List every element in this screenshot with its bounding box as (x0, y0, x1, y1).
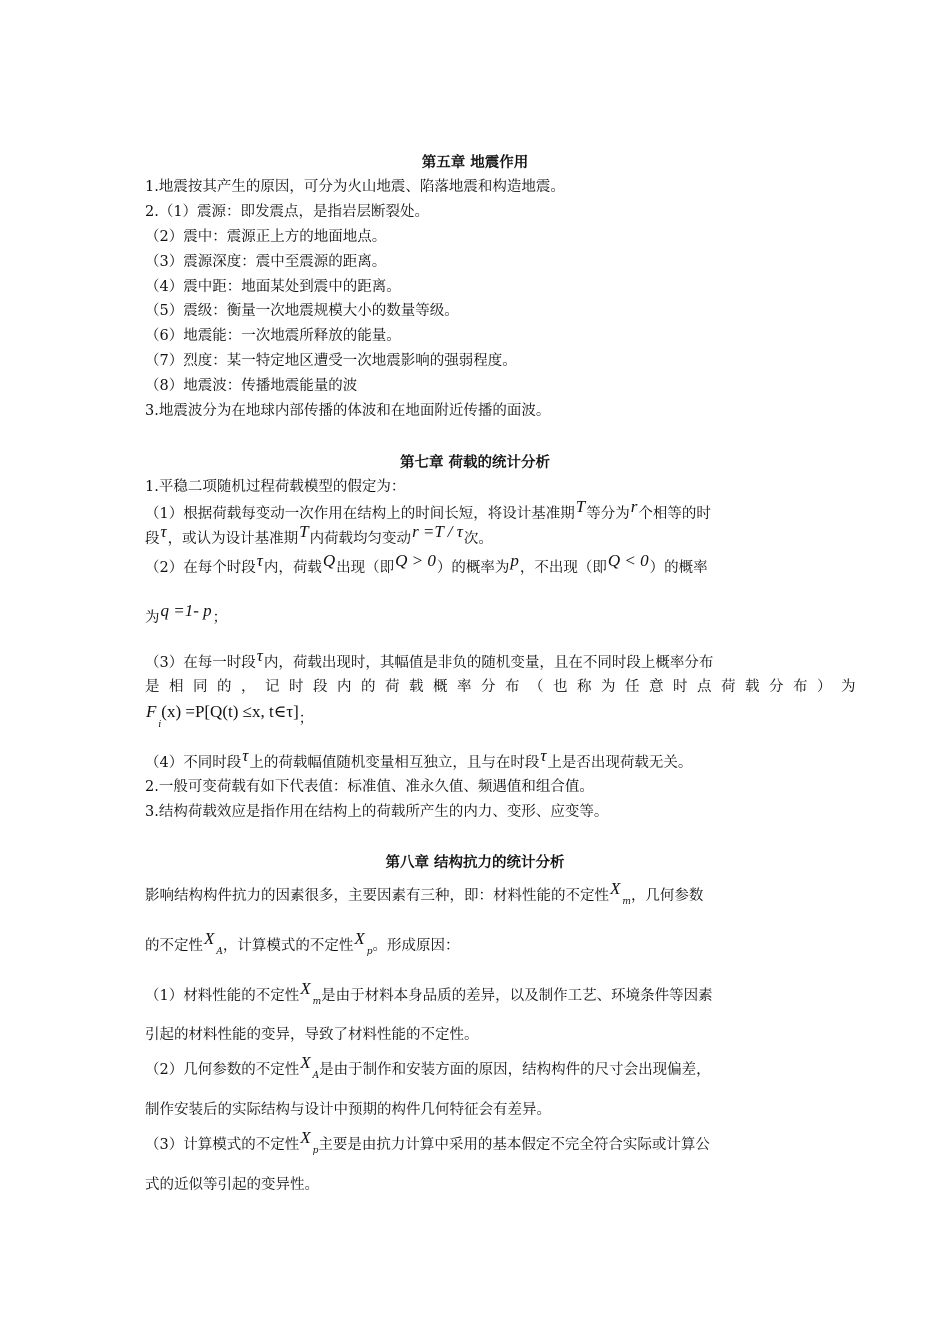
ch7-item4: （4）不同时段τ上的荷载幅值随机变量相互独立，且与在时段τ上是否出现荷载无关。 (145, 746, 693, 771)
ch8-intro-line1: 影响结构构件抗力的因素很多，主要因素有三种，即：材料性能的不定性$X_m$，几何参数 (145, 879, 704, 907)
ch5-para-9: （8）地震波：传播地震能量的波 (145, 378, 358, 394)
ch5-para-7: （6）地震能：一次地震所释放的能量。 (145, 328, 401, 344)
ch5-para-6: （5）震级：衡量一次地震规模大小的数量等级。 (145, 303, 459, 319)
ch5-para-1: 1.地震按其产生的原因，可分为火山地震、陷落地震和构造地震。 (145, 179, 565, 195)
ch7-item2-line1: （2）在每个时段τ内，荷载Q出现（即Q > 0）的概率为p，不出现（即Q < 0）的概率 (145, 551, 708, 576)
ch7-item3-line1: （3）在每一时段τ内，荷载出现时，其幅值是非负的随机变量，且在不同时段上概率分布 (145, 646, 714, 671)
ch8-item1-line2: 引起的材料性能的变异，导致了材料性能的不定性。 (145, 1027, 479, 1043)
ch8-item2-line2: 制作安装后的实际结构与设计中预期的构件几何特征会有差异。 (145, 1102, 551, 1118)
chapter8-title: 第八章 结构抗力的统计分析 (385, 854, 565, 871)
ch7-item1-line1: （1）根据荷载每变动一次作用在结构上的时间长短，将设计基准期T等分为r个相等的时 (145, 497, 711, 522)
ch5-para-10: 3.地震波分为在地球内部传播的体波和在地面附近传播的面波。 (145, 403, 551, 419)
ch5-para-8: （7）烈度：某一特定地区遭受一次地震影响的强弱程度。 (145, 353, 517, 369)
ch5-para-2: 2.（1）震源：即发震点，是指岩层断裂处。 (145, 204, 430, 220)
ch7-para-1: 1.平稳二项随机过程荷载模型的假定为： (145, 479, 406, 495)
ch7-item3-line2: 是相同的，记时段内的荷载概率分布（也称为任意时点荷载分布）为 (145, 679, 865, 695)
ch8-item3-line2: 式的近似等引起的变异性。 (145, 1177, 319, 1193)
ch7-item1-line2: 段τ，或认为设计基准期T内荷载均匀变动r =T / τ次。 (145, 522, 493, 547)
ch8-item1-line1: （1）材料性能的不定性$X_m$是由于材料本身品质的差异，以及制作工艺、环境条件等因素 (145, 979, 713, 1007)
ch8-item3-line1: （3）计算模式的不定性$X_p$主要是由抗力计算中采用的基本假定不完全符合实际或计算公 (145, 1128, 710, 1156)
ch7-para-3: 3.结构荷载效应是指作用在结构上的荷载所产生的内力、变形、应变等。 (145, 804, 609, 820)
ch5-para-5: （4）震中距：地面某处到震中的距离。 (145, 279, 401, 295)
ch5-para-4: （3）震源深度：震中至震源的距离。 (145, 254, 387, 270)
chapter7-title: 第七章 荷载的统计分析 (399, 454, 551, 471)
ch7-para-2: 2.一般可变荷载有如下代表值：标准值、准永久值、频遇值和组合值。 (145, 779, 594, 795)
ch7-item3-line3: $F_i(x) =P[Q(t) \le x$, t∈τ]； (146, 702, 314, 730)
chapter5-title: 第五章 地震作用 (421, 154, 529, 171)
ch7-item2-line2: 为q =1- p； (145, 601, 228, 626)
ch5-para-3: （2）震中：震源正上方的地面地点。 (145, 229, 387, 245)
ch8-item2-line1: （2）几何参数的不定性$X_A$是由于制作和安装方面的原因，结构构件的尺寸会出现偏差， (145, 1053, 711, 1081)
ch8-intro-line2: 的不定性$X_A$，计算模式的不定性$X_p$。形成原因： (145, 929, 460, 957)
